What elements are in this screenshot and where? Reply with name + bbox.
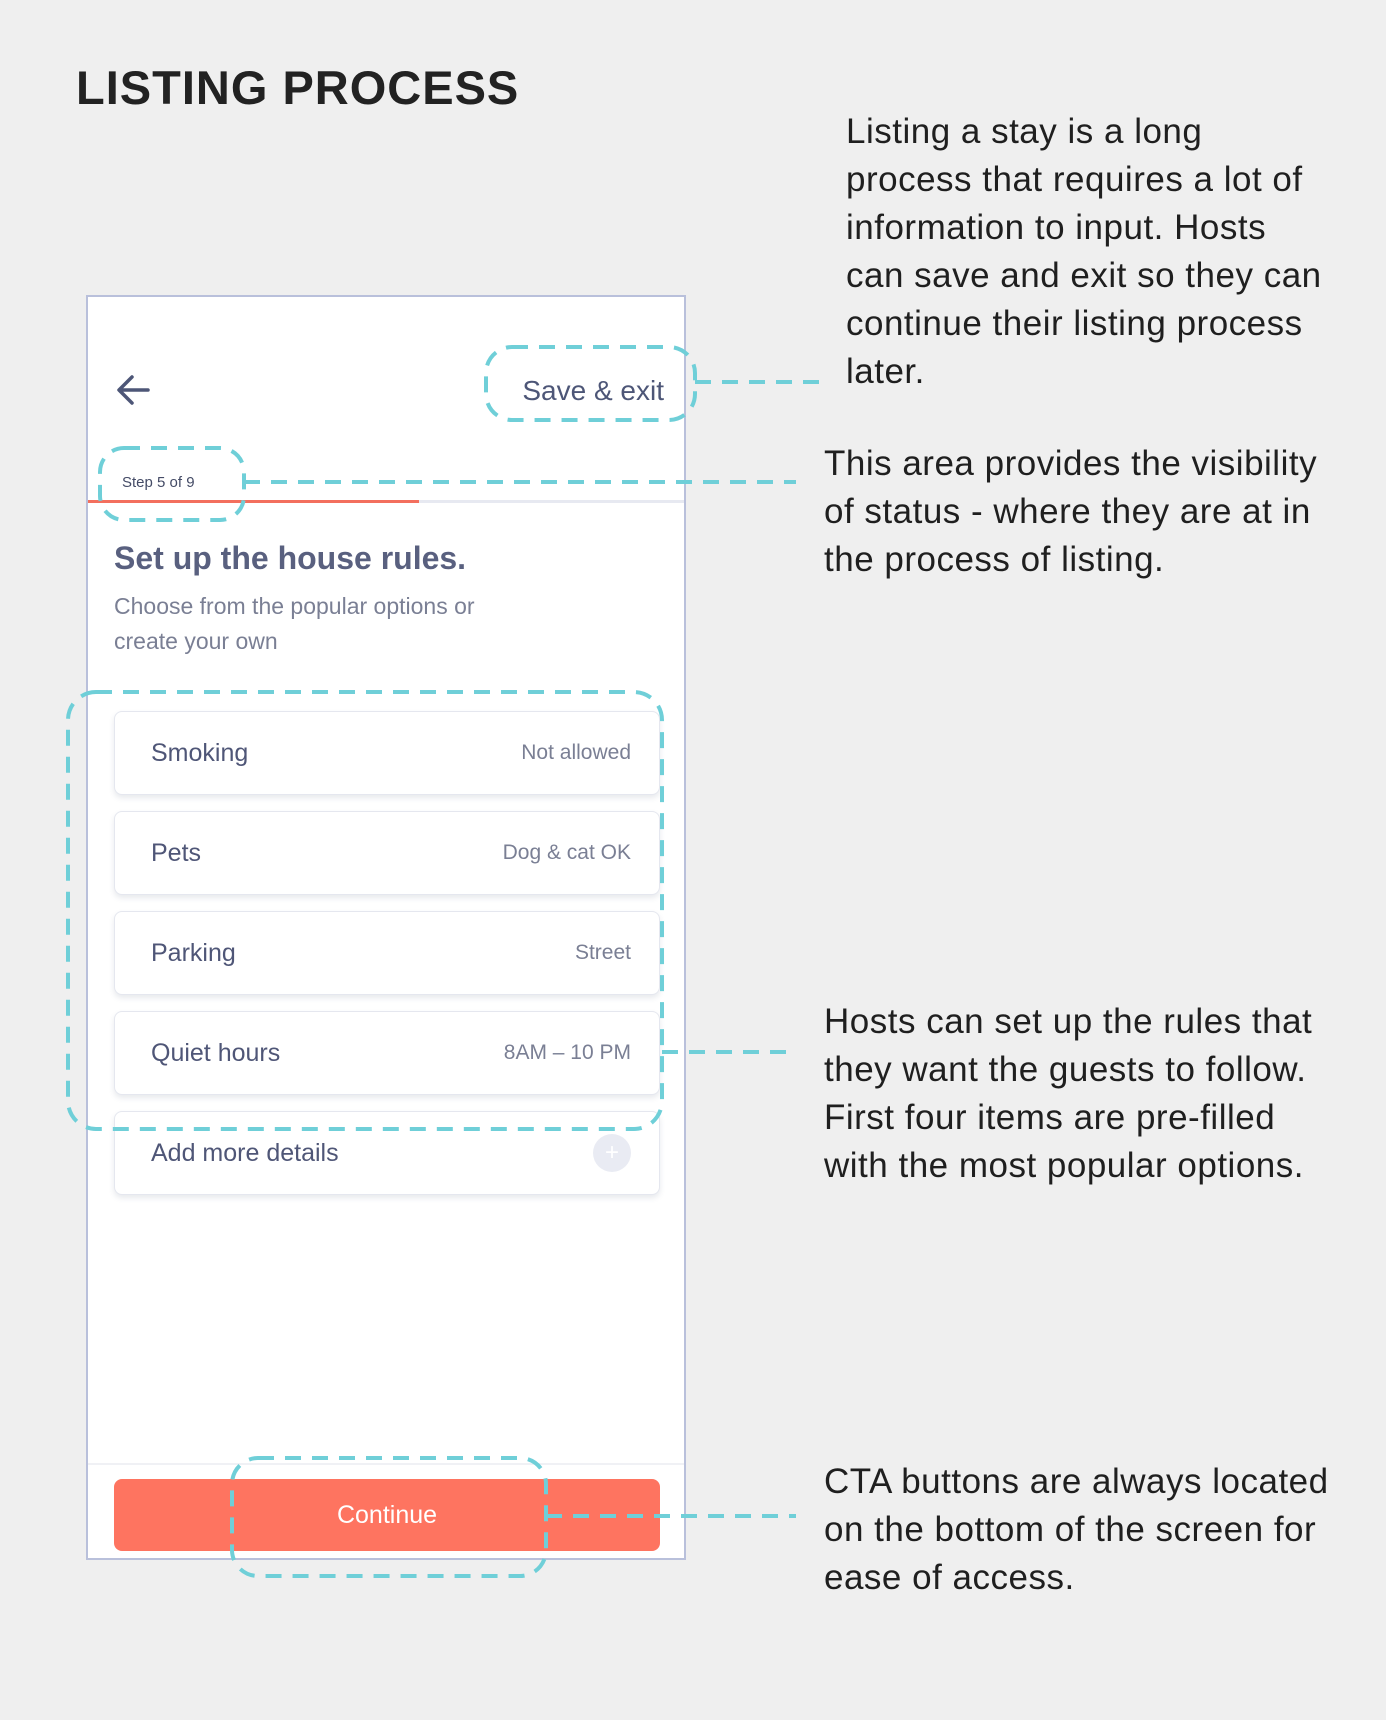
rule-label: Quiet hours bbox=[151, 1038, 281, 1067]
save-exit-button[interactable]: Save & exit bbox=[522, 375, 664, 406]
highlight-save-exit bbox=[486, 347, 695, 420]
highlight-rules bbox=[68, 692, 662, 1129]
rule-value: Street bbox=[574, 941, 631, 964]
highlight-continue bbox=[232, 1458, 546, 1576]
annotation-cta: CTA buttons are always located on the bottom of the screen for ease of access. bbox=[824, 1462, 1329, 1597]
step-indicator: Step 5 of 9 bbox=[122, 474, 195, 491]
add-more-label: Add more details bbox=[151, 1138, 339, 1167]
continue-button[interactable]: Continue bbox=[114, 1479, 660, 1551]
rule-value: Not allowed bbox=[521, 741, 631, 764]
rule-value: Dog & cat OK bbox=[502, 841, 631, 864]
rule-value: 8AM – 10 PM bbox=[503, 1041, 631, 1064]
rule-label: Pets bbox=[151, 838, 202, 867]
annotation-rules: Hosts can set up the rules that they want the guests to follow. First four items are pre-filled with the most popular options. bbox=[824, 1002, 1313, 1185]
annotation-save-exit: Listing a stay is a long process that requires a lot of information to input. Hosts can save and exit so they can continue their listing process later. bbox=[846, 112, 1322, 391]
section-heading: Set up the house rules. bbox=[114, 540, 467, 576]
plus-icon: + bbox=[593, 1134, 631, 1172]
section-subheading: Choose from the popular options or create your own bbox=[114, 593, 475, 654]
rule-label: Parking bbox=[151, 938, 236, 967]
rule-label: Smoking bbox=[151, 738, 249, 767]
page-title: LISTING PROCESS bbox=[76, 61, 520, 114]
annotation-status: This area provides the visibility of status - where they are at in the process of listing. bbox=[824, 444, 1318, 579]
highlight-step bbox=[100, 448, 244, 520]
